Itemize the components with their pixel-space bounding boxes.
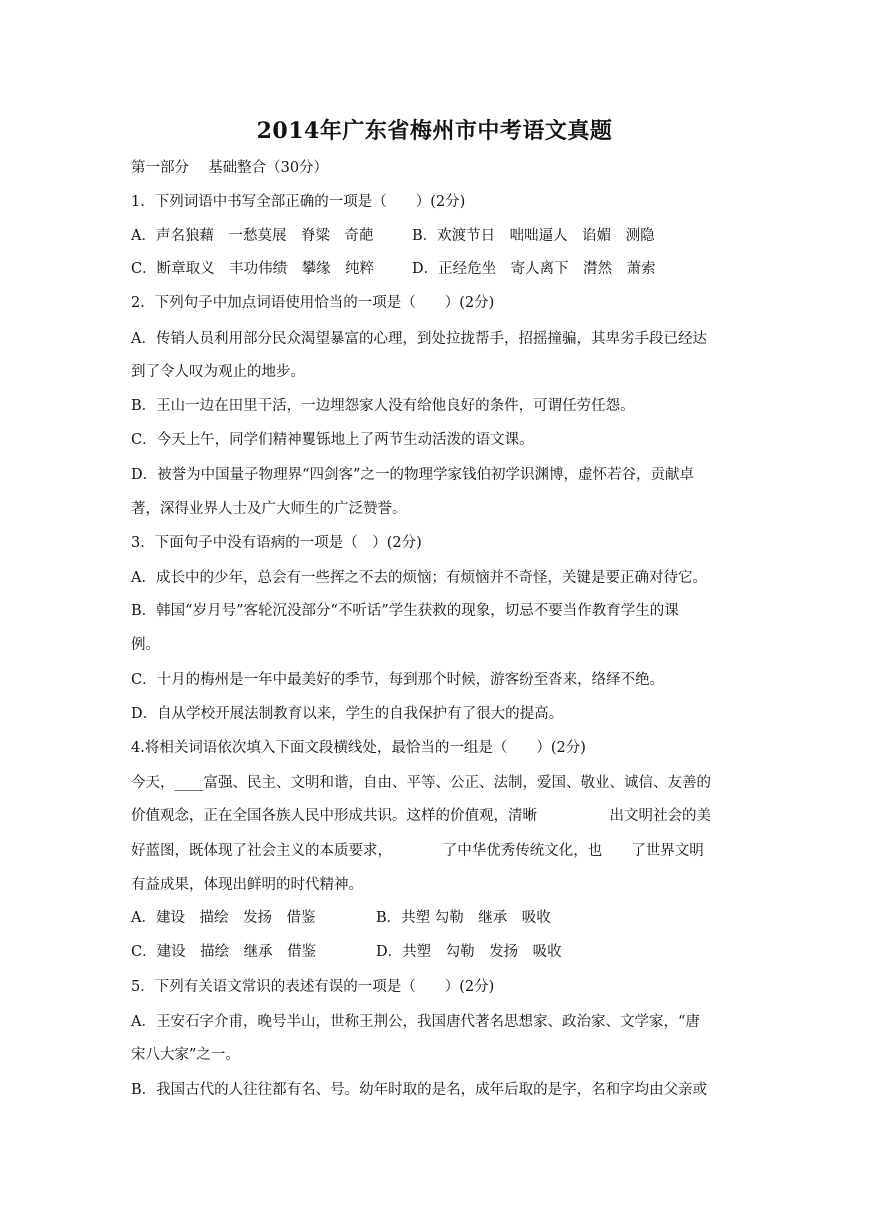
question-4-passage-line1: 今天，____富强、民主、文明和谐，自由、平等、公正、法制，爱国、敬业、诚信、友善的 — [131, 775, 711, 791]
option-a: A．声名狼藉 一愁莫展 脊粱 奇葩 — [131, 228, 374, 244]
option-d: D．正经危坐 寄人离下 潸然 萧索 — [412, 261, 656, 277]
question-4-passage-line3: 好蓝图，既体现了社会主义的本质要求， 了中华优秀传统文化，也 了世界文明 — [131, 843, 704, 859]
question-2-stem: 2．下列句子中加点词语使用恰当的一项是（ ）(2分) — [131, 295, 495, 311]
question-3-option-d: D．自从学校开展法制教育以来，学生的自我保护有了很大的提高。 — [131, 706, 564, 722]
question-5-option-b-line1: B．我国古代的人往往都有名、号。幼年时取的是名，成年后取的是字，名和字均由父亲或 — [131, 1082, 708, 1098]
question-3-option-c: C．十月的梅州是一年中最美好的季节，每到那个时候，游客纷至沓来，络绎不绝。 — [131, 672, 665, 688]
question-2-option-c: C．今天上午，同学们精神矍铄地上了两节生动活泼的语文课。 — [131, 432, 534, 448]
question-5-option-a-line1: A．王安石字介甫，晚号半山，世称王荆公，我国唐代著名思想家、政治家、文学家，“唐 — [131, 1014, 700, 1030]
question-4-options-ab — [131, 908, 551, 928]
question-2-option-d-line2: 著，深得业界人士及广大师生的广泛赞誉。 — [131, 501, 407, 517]
option-b: B．共塑 勾勒 继承 吸收 — [376, 910, 551, 926]
option-c: C．断章取义 丰功伟绩 攀缘 纯粹 — [131, 261, 375, 277]
question-1-options-ab — [131, 226, 655, 246]
option-a: A．建设 描绘 发扬 借鉴 — [131, 910, 316, 926]
question-5-option-a-line2: 宋八大家”之一。 — [131, 1047, 240, 1063]
question-3-stem: 3．下面句子中没有语病的一项是（ ）(2分) — [131, 535, 422, 551]
page-title: 2014年广东省梅州市中考语文真题 — [256, 118, 613, 144]
question-2-option-a-line1: A．传销人员利用部分民众渴望暴富的心理，到处拉拢帮手，招摇撞骗，其卑劣手段已经达 — [131, 331, 707, 347]
question-4-stem: 4.将相关词语依次填入下面文段横线处，最恰当的一组是（ ）(2分) — [131, 740, 586, 756]
question-1-stem: 1．下列词语中书写全部正确的一项是（ ）(2分) — [131, 194, 466, 210]
question-3-option-b-line2: 例。 — [131, 637, 160, 653]
question-2-option-b: B．王山一边在田里干活，一边埋怨家人没有给他良好的条件，可谓任劳任怨。 — [131, 398, 635, 414]
question-3-option-b-line1: B．韩国“岁月号”客轮沉没部分“不听话”学生获救的现象，切忌不要当作教育学生的课 — [131, 603, 679, 619]
question-4-passage-line4: 有益成果，体现出鲜明的时代精神。 — [131, 877, 363, 893]
question-2-option-a-line2: 到了令人叹为观止的地步。 — [131, 364, 305, 380]
question-4-passage-line2: 价值观念，正在全国各族人民中形成共识。这样的价值观，清晰 出文明社会的美 — [131, 808, 711, 824]
option-d: D．共塑 勾勒 发扬 吸收 — [376, 944, 562, 960]
question-5-stem: 5．下列有关语文常识的表述有误的一项是（ ）(2分) — [131, 979, 495, 995]
question-3-option-a: A．成长中的少年，总会有一些挥之不去的烦恼；有烦恼并不奇怪，关键是要正确对待它。 — [131, 570, 707, 586]
option-c: C．建设 描绘 继承 借鉴 — [131, 944, 317, 960]
question-4-options-cd — [131, 942, 562, 962]
question-1-options-cd — [131, 259, 656, 279]
section-heading: 第一部分 基础整合（30分） — [131, 160, 329, 176]
question-2-option-d-line1: D．被誉为中国量子物理界“四剑客”之一的物理学家钱伯初学识渊博，虚怀若谷，贡献卓 — [131, 467, 694, 483]
option-b: B．欢渡节日 咄咄逼人 谄媚 测隐 — [412, 228, 655, 244]
